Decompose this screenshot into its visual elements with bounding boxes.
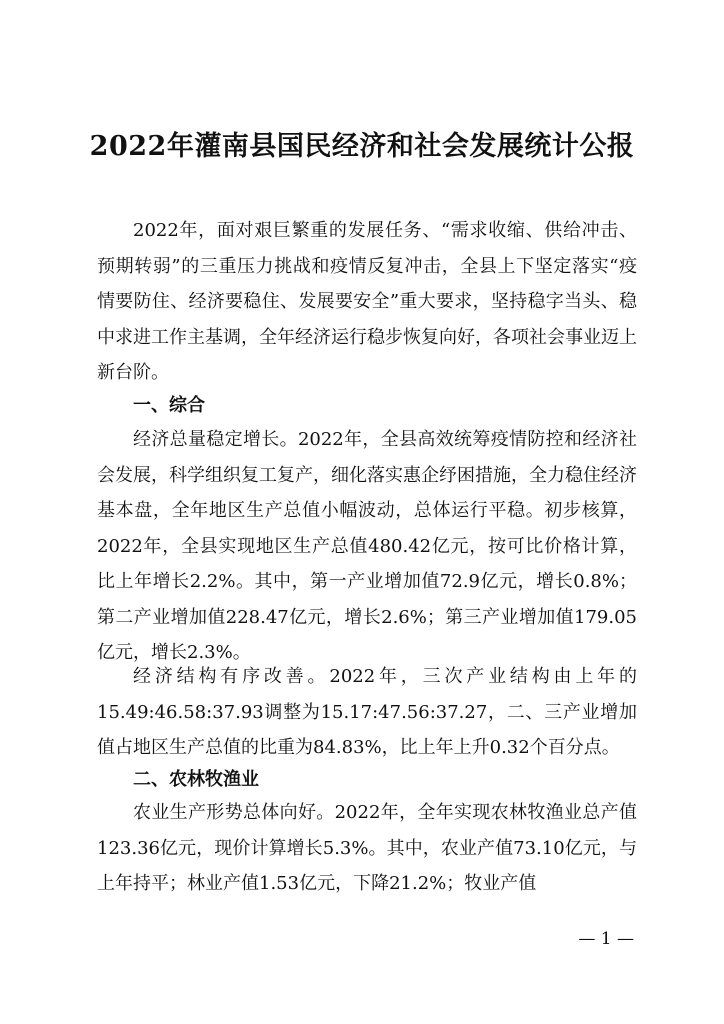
- section-heading-agriculture: 二、农林牧渔业: [133, 769, 259, 790]
- page-number: — 1 —: [578, 929, 634, 949]
- economy-structure-paragraph: 经济结构有序改善。2022年，三次产业结构由上年的15.49:46.58:37.93调整为15.17:47.56:37.27，二、三产业增加值占地区生产总值的比重为84.83%，比上年上升0.32个百分点。: [97, 666, 637, 758]
- agriculture-paragraph: 农业生产形势总体向好。2022年，全年实现农林牧渔业总产值123.36亿元，现价计算增长5.3%。其中，农业产值73.10亿元，与上年持平；林业产值1.53亿元，下降21.2%；牧业产值: [97, 802, 637, 894]
- section-heading-general: 一、综合: [133, 395, 205, 416]
- intro-paragraph: 2022年，面对艰巨繁重的发展任务、“需求收缩、供给冲击、预期转弱”的三重压力挑战和疫情反复冲击，全县上下坚定落实“疫情要防住、经济要稳住、发展要安全”重大要求，坚持稳字当头、稳中求进工作主基调，全年经济运行稳步恢复向好，各项社会事业迈上新台阶。: [97, 220, 637, 383]
- document-title: 2022年灌南县国民经济和社会发展统计公报: [89, 131, 635, 162]
- economy-growth-paragraph: 经济总量稳定增长。2022年，全县高效统筹疫情防控和经济社会发展，科学组织复工复产，细化落实惠企纾困措施，全力稳住经济基本盘，全年地区生产总值小幅波动，总体运行平稳。初步核算，2022年，全县实现地区生产总值480.42亿元，按可比价格计算，比上年增长2.2%。其中，第一产业增加值72.9亿元，增长0.8%；第二产业增加值228.47亿元，增长2.6%；第三产业增加值179.05亿元，增长2.3%。: [97, 429, 637, 663]
